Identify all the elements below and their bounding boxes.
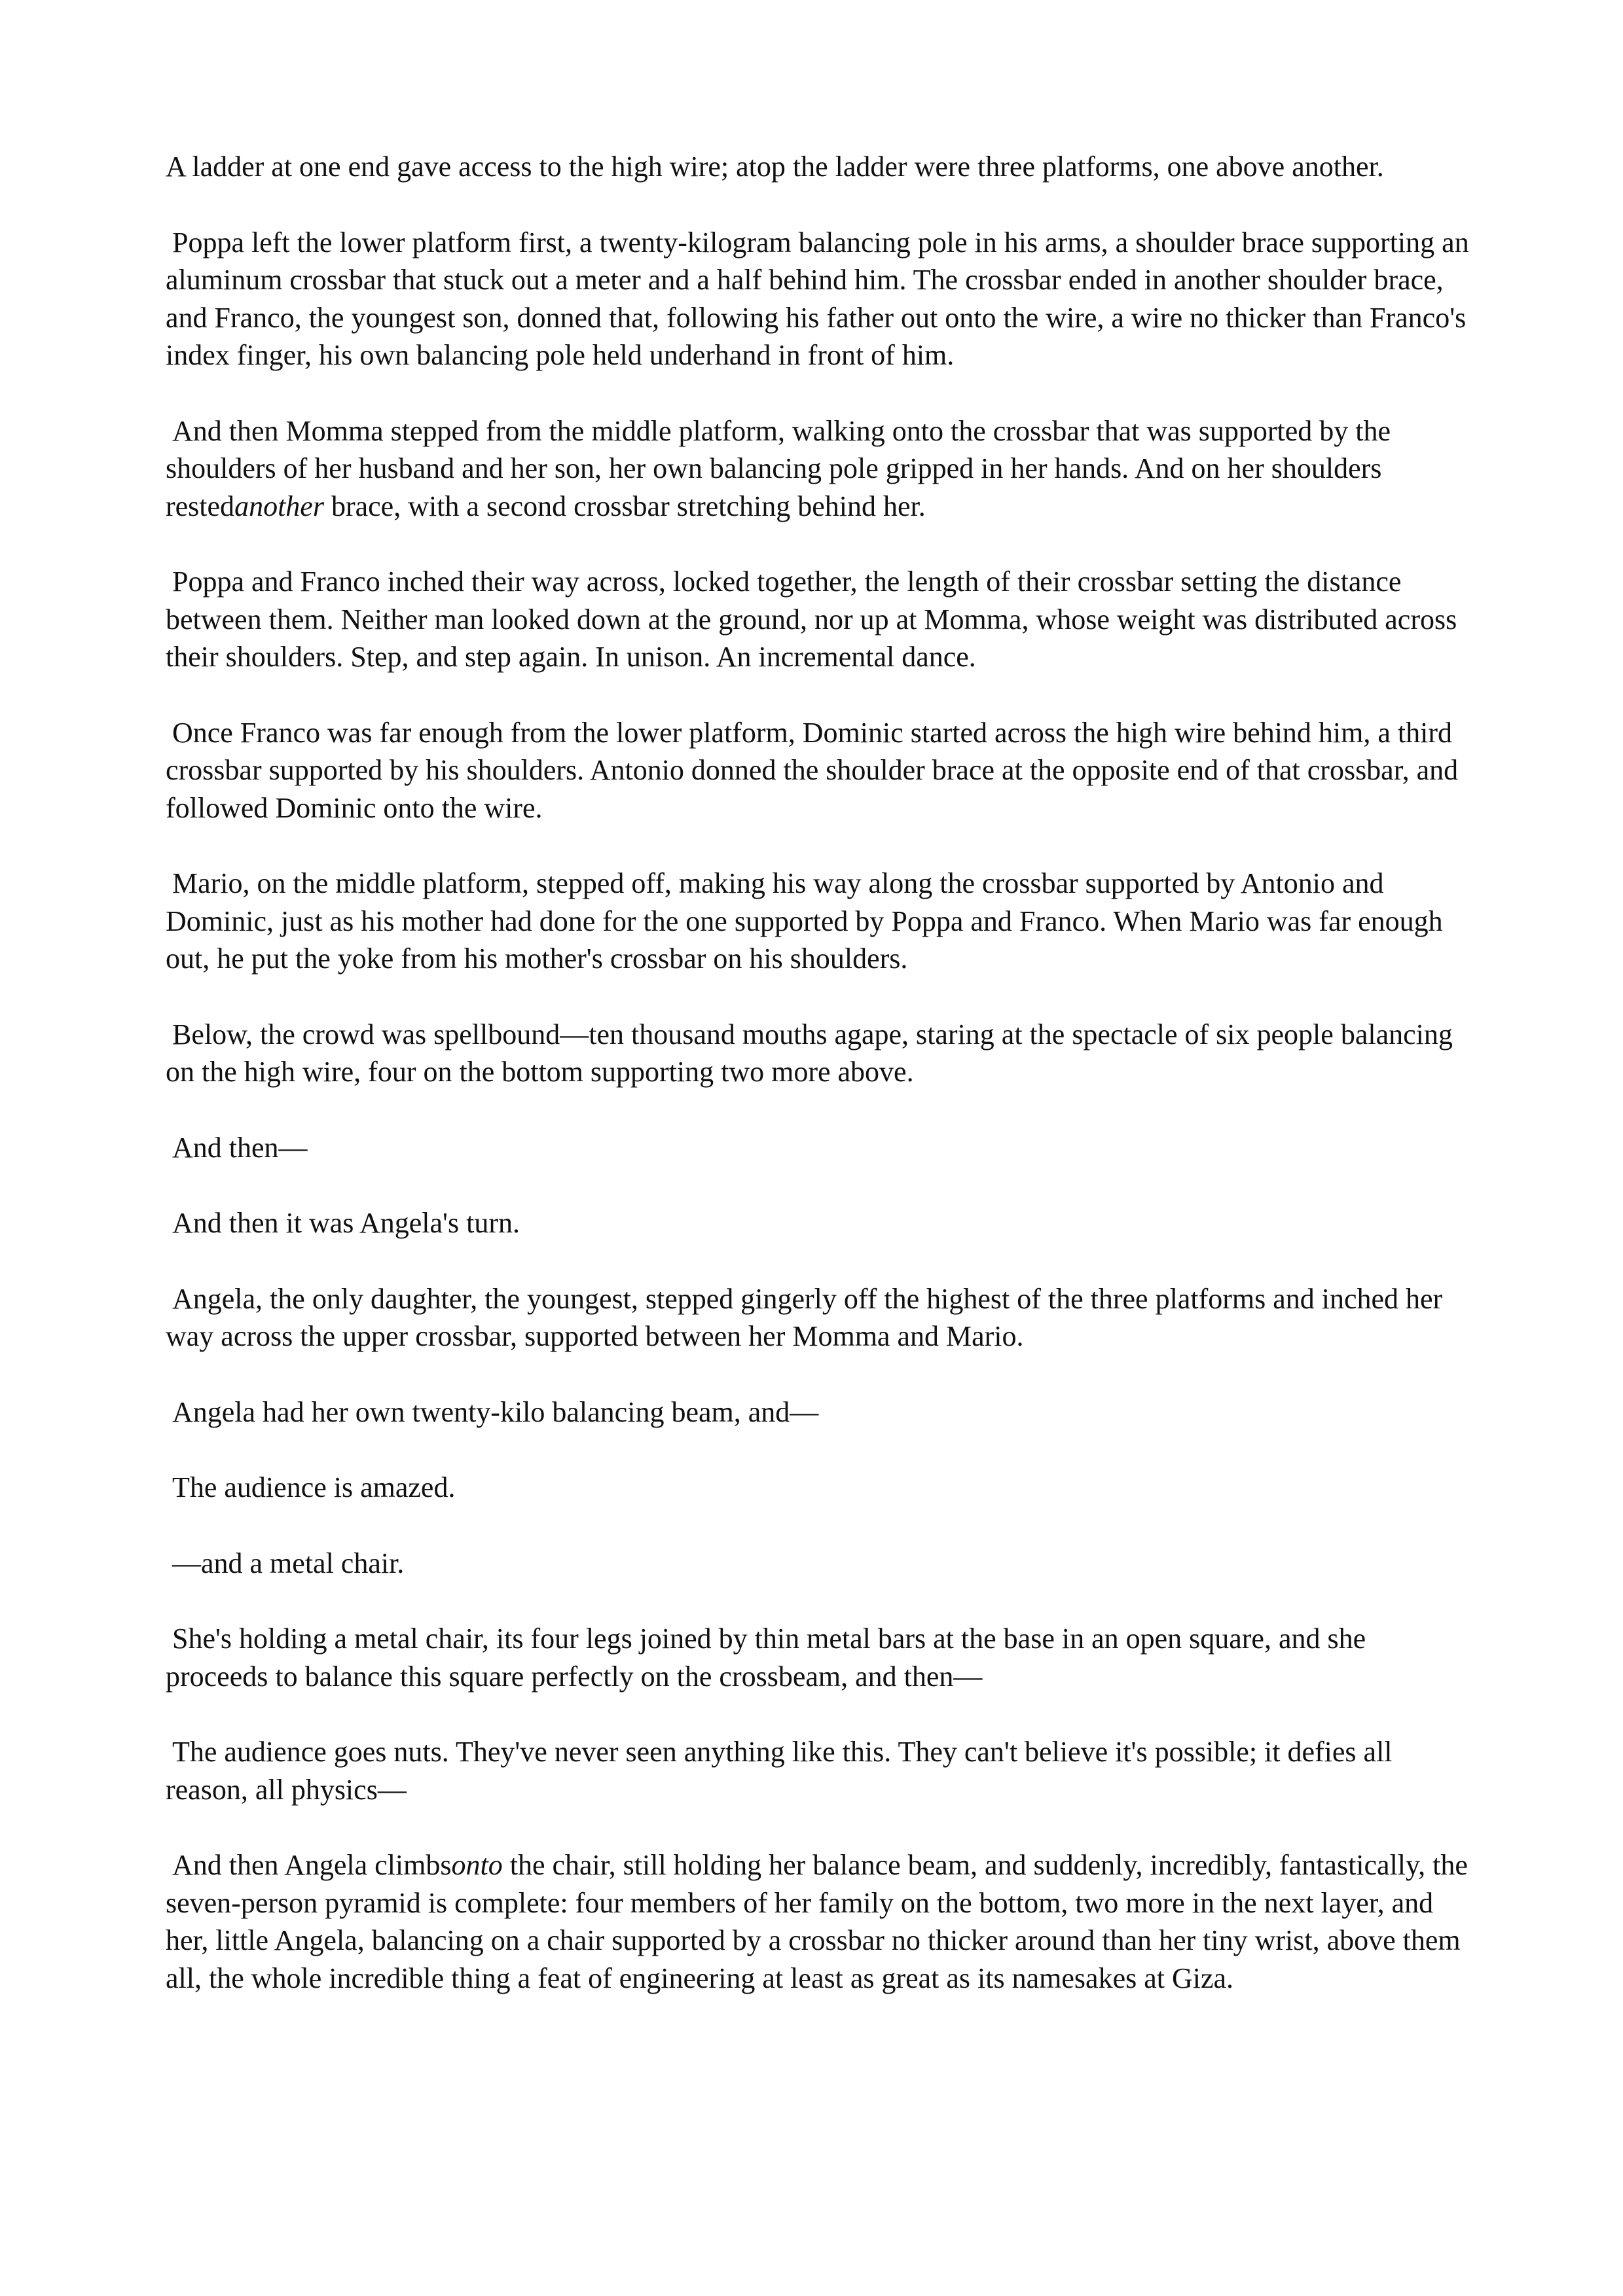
paragraph: Angela had her own twenty-kilo balancing beam, and— — [172, 1395, 819, 1428]
italic-emphasis: onto — [451, 1849, 503, 1881]
paragraph: She's holding a metal chair, its four legs joined by thin metal bars at the base in an open square, and she proceeds to balance this square perfectly on the crossbeam, and then— — [166, 1623, 1366, 1693]
paragraph — [166, 1846, 1475, 1997]
paragraph-text: the chair, still holding her balance beam, and suddenly, incredibly, fantastically, the seven-person pyramid is complete: four members of her family on the bottom, two more in the next layer, and her, little Angela, balancing on a chair supported by a crossbar no thicker around than her tiny wrist, above them all, the whole incredible thing a feat of engineering at least as great as its namesakes at Giza. — [166, 1849, 1468, 1994]
paragraph-text: And then Angela climbs — [172, 1849, 452, 1881]
body-text — [166, 148, 1475, 1997]
paragraph: And then it was Angela's turn. — [172, 1207, 520, 1239]
paragraph: The audience is amazed. — [172, 1471, 456, 1503]
paragraph: Poppa left the lower platform first, a twenty-kilogram balancing pole in his arms, a shoulder brace supporting an aluminum crossbar that stuck out a meter and a half behind him. The crossbar ended in another shoulder brace, and Franco, the youngest son, donned that, following his father out onto the wire, a wire no thicker than Franco's index finger, his own balancing pole held underhand in front of him. — [166, 226, 1469, 371]
paragraph: Below, the crowd was spellbound—ten thousand mouths agape, staring at the spectacle of six people balancing on the high wire, four on the bottom supporting two more above. — [166, 1018, 1453, 1088]
paragraph: Once Franco was far enough from the lower platform, Dominic started across the high wire behind him, a third crossbar supported by his shoulders. Antonio donned the shoulder brace at the opposite end of that crossbar, and followed Dominic onto the wire. — [166, 716, 1459, 824]
paragraph: Poppa and Franco inched their way across, locked together, the length of their crossbar setting the distance between them. Neither man looked down at the ground, nor up at Momma, whose weight was distributed across their shoulders. Step, and step again. In unison. An incremental dance. — [166, 565, 1457, 673]
italic-emphasis: another — [234, 490, 324, 522]
paragraph: And then— — [172, 1131, 308, 1164]
paragraph: Angela, the only daughter, the youngest, stepped gingerly off the highest of the three platforms and inched her way across the upper crossbar, supported between her Momma and Mario. — [166, 1282, 1443, 1352]
paragraph — [166, 412, 1475, 526]
paragraph-text: brace, with a second crossbar stretching behind her. — [323, 490, 926, 522]
paragraph: The audience goes nuts. They've never seen anything like this. They can't believe it's possible; it defies all reason, all physics— — [166, 1736, 1393, 1806]
paragraph: Mario, on the middle platform, stepped off, making his way along the crossbar supported by Antonio and Dominic, just as his mother had done for the one supported by Poppa and Franco. When Mario was far enough out, he put the yoke from his mother's crossbar on his shoulders. — [166, 867, 1443, 975]
paragraph: A ladder at one end gave access to the high wire; atop the ladder were three platforms, one above another. — [166, 151, 1384, 183]
paragraph-text: And then Momma stepped from the middle platform, walking onto the crossbar that was supported by the shoulders of her husband and her son, her own balancing pole gripped in her hands. And on her shoulders rested — [166, 414, 1391, 522]
paragraph: —and a metal chair. — [172, 1547, 405, 1579]
